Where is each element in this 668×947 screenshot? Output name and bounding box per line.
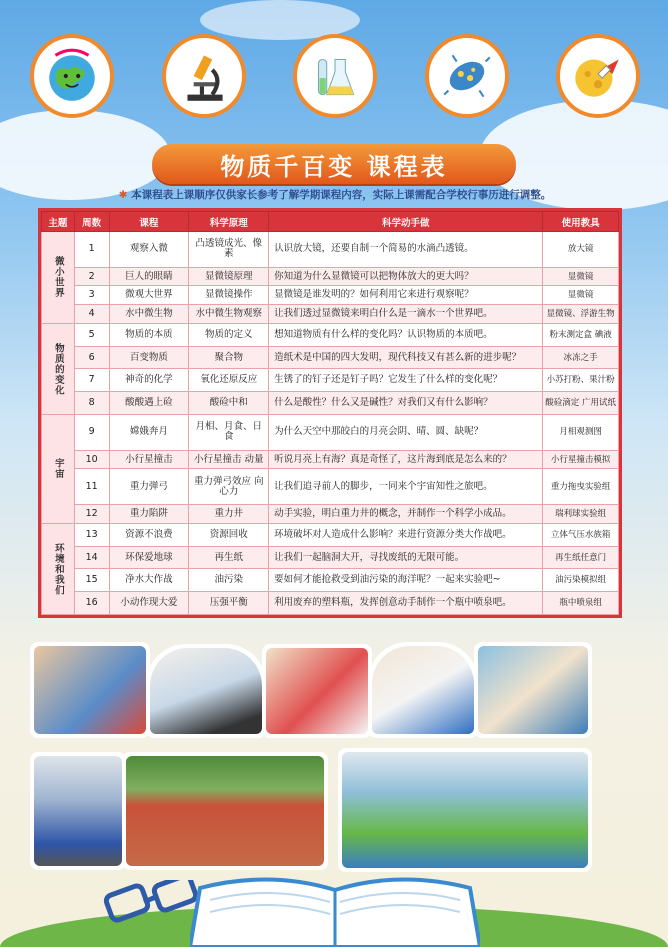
principle-cell: 再生纸 <box>189 546 269 569</box>
topic-cell: 宇宙 <box>42 414 75 523</box>
flask-icon <box>293 34 377 118</box>
table-row <box>42 546 619 569</box>
week-cell: 7 <box>74 369 109 392</box>
photo-outdoor-1 <box>30 752 126 870</box>
table-row <box>42 450 619 469</box>
principle-cell: 聚合物 <box>189 346 269 369</box>
activity-cell: 生锈了的钉子还是钉子吗？它发生了什么样的变化呢？ <box>269 369 543 392</box>
week-cell: 14 <box>74 546 109 569</box>
principle-cell: 重力井 <box>189 505 269 524</box>
earth-icon <box>30 34 114 118</box>
table-row <box>42 592 619 615</box>
table-header <box>42 212 619 232</box>
tools-cell: 瑞利球实验组 <box>543 505 619 524</box>
photo-classroom-4 <box>368 642 478 738</box>
photo-classroom-5 <box>474 642 592 738</box>
icon-row <box>30 34 640 118</box>
week-cell: 9 <box>74 414 109 450</box>
star-icon: ✱ <box>118 189 128 201</box>
week-cell: 12 <box>74 505 109 524</box>
tools-cell: 粉末测定盒 碘液 <box>543 323 619 346</box>
activity-cell: 让我们追寻前人的脚步，一同来个宇宙知性之旅吧。 <box>269 469 543 505</box>
table-row <box>42 369 619 392</box>
lesson-cell: 水中微生物 <box>109 305 189 324</box>
tools-cell: 酸硷滴定 广用试纸 <box>543 392 619 415</box>
tools-cell: 显微镜、浮游生物 <box>543 305 619 324</box>
page-title: 物质千百变 课程表 <box>220 152 448 181</box>
lesson-cell: 巨人的眼睛 <box>109 267 189 286</box>
lesson-cell: 环保爱地球 <box>109 546 189 569</box>
week-cell: 2 <box>74 267 109 286</box>
activity-cell: 显微镜是谁发明的？如何利用它来进行观察呢？ <box>269 286 543 305</box>
notice-text <box>40 187 630 202</box>
lesson-cell: 重力陷阱 <box>109 505 189 524</box>
activity-cell: 什么是酸性？什么又是碱性？对我们又有什么影响？ <box>269 392 543 415</box>
activity-cell: 你知道为什么显微镜可以把物体放大的更大吗？ <box>269 267 543 286</box>
principle-cell: 酸硷中和 <box>189 392 269 415</box>
activity-cell: 为什么天空中那皎白的月亮会阴、晴、圆、缺呢？ <box>269 414 543 450</box>
week-cell: 16 <box>74 592 109 615</box>
principle-cell: 小行星撞击 动量 <box>189 450 269 469</box>
activity-cell: 让我们透过显微镜来明白什么是一滴水一个世界吧。 <box>269 305 543 324</box>
header-tools: 使用教具 <box>543 212 619 232</box>
table-row <box>42 523 619 546</box>
table-row <box>42 267 619 286</box>
week-cell: 3 <box>74 286 109 305</box>
photo-classroom-3 <box>262 644 372 738</box>
tools-cell: 瓶中喷泉组 <box>543 592 619 615</box>
photo-classroom-1 <box>30 642 150 738</box>
activity-cell: 造纸术是中国的四大发明，现代科技又有甚么新的进步呢？ <box>269 346 543 369</box>
rocket-moon-icon <box>556 34 640 118</box>
activity-cell: 认识放大镜，还要自制一个简易的水滴凸透镜。 <box>269 232 543 268</box>
photo-classroom-6 <box>338 748 592 872</box>
principle-cell: 氧化还原反应 <box>189 369 269 392</box>
header-week: 周数 <box>74 212 109 232</box>
open-book-icon <box>190 870 480 947</box>
principle-cell: 显微镜操作 <box>189 286 269 305</box>
principle-cell: 凸透镜成光、像素 <box>189 232 269 268</box>
topic-cell: 物质的变化 <box>42 323 75 414</box>
topic-cell: 微小世界 <box>42 232 75 324</box>
week-cell: 13 <box>74 523 109 546</box>
title-banner <box>152 144 516 184</box>
activity-cell: 利用废弃的塑料瓶，发挥创意动手制作一个瓶中喷泉吧。 <box>269 592 543 615</box>
tools-cell: 放大镜 <box>543 232 619 268</box>
tools-cell: 重力拖曳实验组 <box>543 469 619 505</box>
tools-cell: 月相观测图 <box>543 414 619 450</box>
principle-cell: 月相、月食、日食 <box>189 414 269 450</box>
header-activity: 科学动手做 <box>269 212 543 232</box>
lesson-cell: 百变物质 <box>109 346 189 369</box>
lesson-cell: 微观大世界 <box>109 286 189 305</box>
principle-cell: 压强平衡 <box>189 592 269 615</box>
table-row <box>42 346 619 369</box>
lesson-cell: 观察入微 <box>109 232 189 268</box>
lesson-cell: 资源不浪费 <box>109 523 189 546</box>
header-lesson: 课程 <box>109 212 189 232</box>
activity-cell: 要如何才能抢救受到油污染的海洋呢？一起来实验吧~ <box>269 569 543 592</box>
notice-content: 本课程表上课顺序仅供家长参考了解学期课程内容，实际上课需配合学校行事历进行调整。 <box>131 189 552 201</box>
week-cell: 10 <box>74 450 109 469</box>
lesson-cell: 嫦娥奔月 <box>109 414 189 450</box>
principle-cell: 水中微生物观察 <box>189 305 269 324</box>
tools-cell: 再生纸任意门 <box>543 546 619 569</box>
photo-classroom-2 <box>146 644 266 738</box>
bacteria-icon <box>425 34 509 118</box>
principle-cell: 物质的定义 <box>189 323 269 346</box>
table-row <box>42 286 619 305</box>
lesson-cell: 物质的本质 <box>109 323 189 346</box>
principle-cell: 显微镜原理 <box>189 267 269 286</box>
activity-cell: 听说月亮上有海？真是奇怪了，这片海到底是怎么来的？ <box>269 450 543 469</box>
week-cell: 15 <box>74 569 109 592</box>
table-row <box>42 232 619 268</box>
week-cell: 11 <box>74 469 109 505</box>
activity-cell: 让我们一起脑洞大开，寻找废纸的无限可能。 <box>269 546 543 569</box>
table-row <box>42 569 619 592</box>
microscope-icon <box>162 34 246 118</box>
table-row <box>42 392 619 415</box>
lesson-cell: 小动作现大爱 <box>109 592 189 615</box>
lesson-cell: 酸酸遇上硷 <box>109 392 189 415</box>
tools-cell: 小苏打粉、果汁粉 <box>543 369 619 392</box>
tools-cell: 显微镜 <box>543 267 619 286</box>
schedule-table <box>38 208 622 618</box>
lesson-cell: 重力弹弓 <box>109 469 189 505</box>
tools-cell: 立体气压水族箱 <box>543 523 619 546</box>
tools-cell: 显微镜 <box>543 286 619 305</box>
week-cell: 8 <box>74 392 109 415</box>
week-cell: 1 <box>74 232 109 268</box>
table-row <box>42 505 619 524</box>
tools-cell: 冰冻之手 <box>543 346 619 369</box>
table-row <box>42 469 619 505</box>
table-row <box>42 323 619 346</box>
tools-cell: 油污染模拟组 <box>543 569 619 592</box>
activity-cell: 想知道物质有什么样的变化吗？认识物质的本质吧。 <box>269 323 543 346</box>
table-row <box>42 414 619 450</box>
lesson-cell: 神奇的化学 <box>109 369 189 392</box>
activity-cell: 环境破坏对人造成什么影响？来进行资源分类大作战吧。 <box>269 523 543 546</box>
lesson-cell: 小行星撞击 <box>109 450 189 469</box>
tools-cell: 小行星撞击模拟 <box>543 450 619 469</box>
principle-cell: 资源回收 <box>189 523 269 546</box>
photo-outdoor-2 <box>122 752 328 870</box>
activity-cell: 动手实验，明白重力井的概念，并制作一个科学小成品。 <box>269 505 543 524</box>
week-cell: 6 <box>74 346 109 369</box>
lesson-cell: 净水大作战 <box>109 569 189 592</box>
principle-cell: 重力弹弓效应 向心力 <box>189 469 269 505</box>
header-topic: 主题 <box>42 212 75 232</box>
topic-cell: 环境和我们 <box>42 523 75 614</box>
table-row <box>42 305 619 324</box>
header-principle: 科学原理 <box>189 212 269 232</box>
principle-cell: 油污染 <box>189 569 269 592</box>
week-cell: 5 <box>74 323 109 346</box>
week-cell: 4 <box>74 305 109 324</box>
